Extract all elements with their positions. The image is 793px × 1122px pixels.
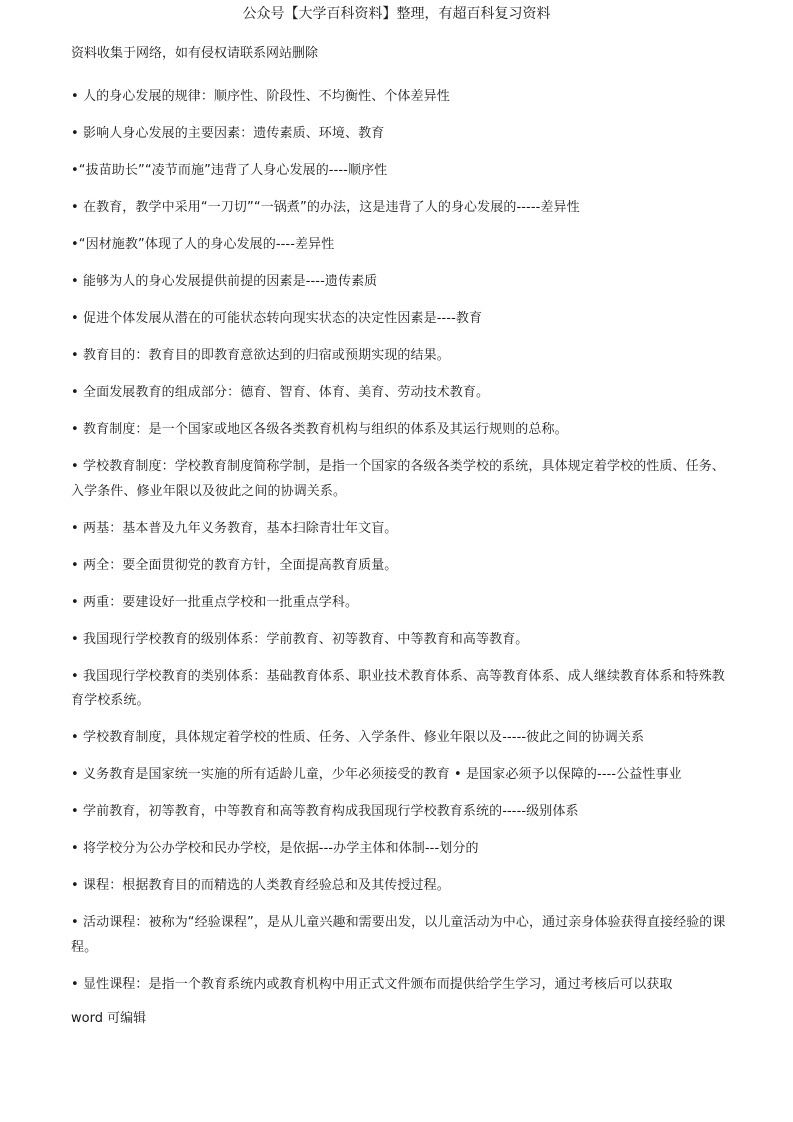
bullet-item: • 显性课程：是指一个教育系统内或教育机构中用正式文件颁布而提供给学生学习，通过考核后可以获取 xyxy=(71,976,673,992)
bullet-item: • 全面发展教育的组成部分：德育、智育、体育、美育、劳动技术教育。 xyxy=(71,385,490,400)
bullet-item: • 两全：要全面贯彻党的教育方针，全面提高教育质量。 xyxy=(71,557,398,573)
bullet-item: • 活动课程：被称为“经验课程”，是从儿童兴趣和需要出发，以儿童活动为中心，通过亲身体验获得直接经验的课程。 xyxy=(71,915,726,955)
page-header: 公众号【大学百科资料】整理，有超百科复习资料 xyxy=(242,6,551,22)
bullet-item: • 学前教育，初等教育，中等教育和高等教育构成我国现行学校教育系统的-----级别体系 xyxy=(71,804,579,819)
bullet-item: • 两基：基本普及九年义务教育，基本扫除青壮年文盲。 xyxy=(71,520,398,536)
bullet-item: • 教育制度：是一个国家或地区各级各类教育机构与组织的体系及其运行规则的总称。 xyxy=(71,422,568,437)
source-note: 资料收集于网络，如有侵权请联系网站删除 xyxy=(71,46,319,61)
bullet-item: • 学校教育制度，具体规定着学校的性质、任务、入学条件、修业年限以及-----彼此之间的协调关系 xyxy=(71,730,645,745)
bullet-item: • 能够为人的身心发展提供前提的因素是----遗传素质 xyxy=(71,274,378,289)
page-footer: word 可编辑 xyxy=(71,1011,147,1026)
bullet-item: • 学校教育制度：学校教育制度简称学制，是指一个国家的各级各类学校的系统，具体规定着学校的性质、任务、入学条件、修业年限以及彼此之间的协调关系。 xyxy=(71,459,725,499)
bullet-item: • 在教育，教学中采用“一刀切”“一锅煮”的办法，这是违背了人的身心发展的-----差异性 xyxy=(71,200,580,215)
bullet-item: • 我国现行学校教育的级别体系：学前教育、初等教育、中等教育和高等教育。 xyxy=(71,631,529,647)
document-body xyxy=(71,85,733,1010)
bullet-item: •“拔苗助长”“凌节而施”违背了人身心发展的----顺序性 xyxy=(71,163,388,178)
bullet-item: • 两重：要建设好一批重点学校和一批重点学科。 xyxy=(71,594,359,610)
bullet-item: • 人的身心发展的规律：顺序性、阶段性、不均衡性、个体差异性 xyxy=(71,89,450,104)
bullet-item: • 教育目的：教育目的即教育意欲达到的归宿或预期实现的结果。 xyxy=(71,348,450,363)
bullet-item: • 影响人身心发展的主要因素：遗传素质、环境、教育 xyxy=(71,126,385,141)
bullet-item: • 课程：根据教育目的而精选的人类教育经验总和及其传授过程。 xyxy=(71,878,450,893)
bullet-item: • 将学校分为公办学校和民办学校，是依据---办学主体和体制---划分的 xyxy=(71,841,479,856)
bullet-item: • 促进个体发展从潜在的可能状态转向现实状态的决定性因素是----教育 xyxy=(71,311,483,326)
bullet-item: • 义务教育是国家统一实施的所有适龄儿童，少年必须接受的教育 • 是国家必须予以保障的----公益性事业 xyxy=(71,767,682,782)
bullet-item: •“因材施教”体现了人的身心发展的----差异性 xyxy=(71,237,335,252)
bullet-item: • 我国现行学校教育的类别体系：基础教育体系、职业技术教育体系、高等教育体系、成人继续教育体系和特殊教育学校系统。 xyxy=(71,668,725,708)
